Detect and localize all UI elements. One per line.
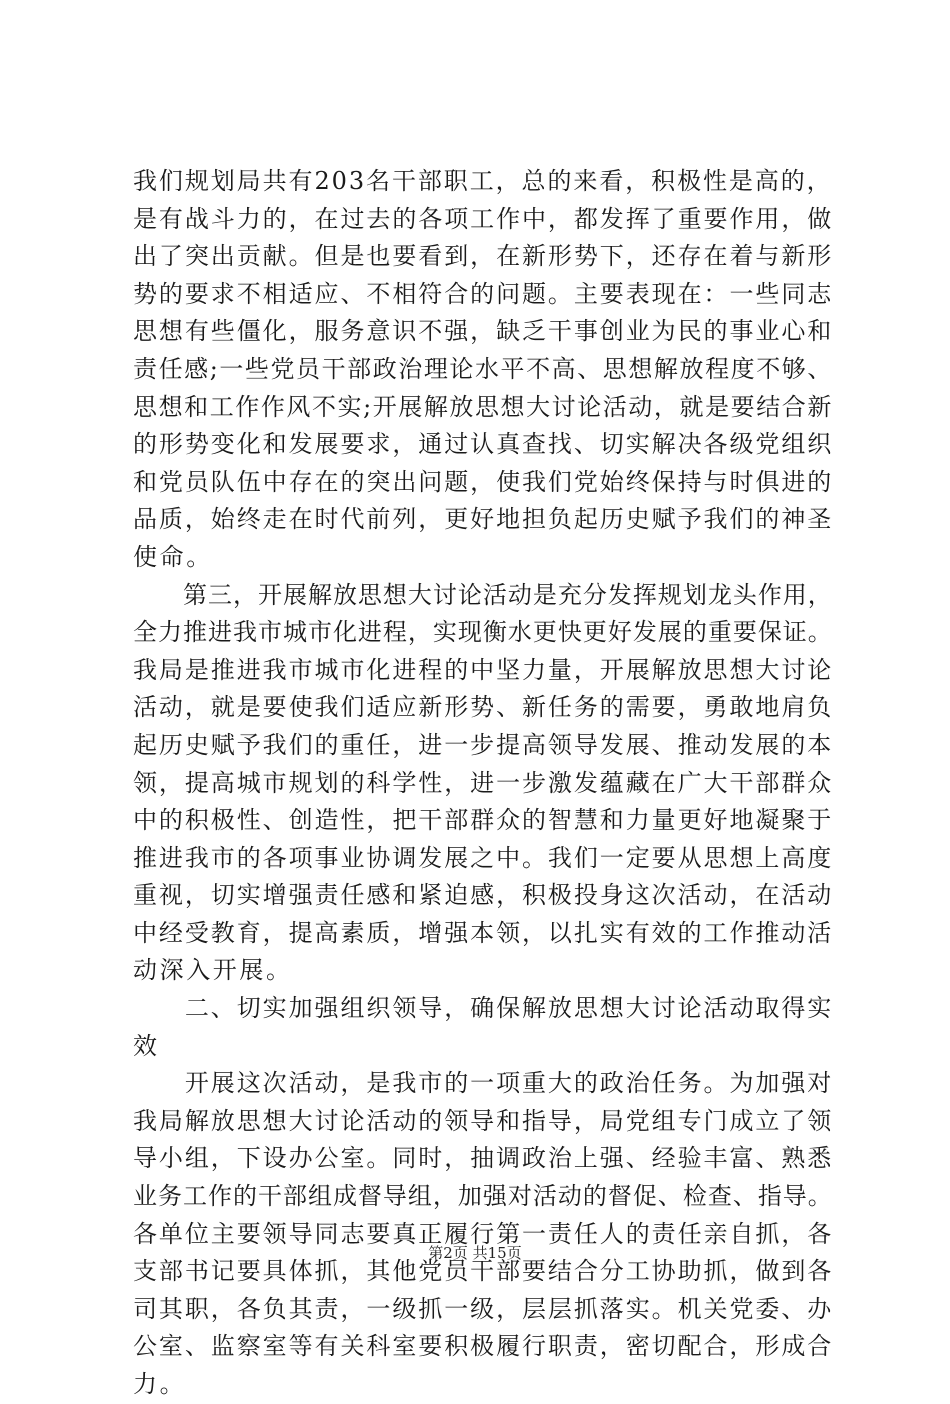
text-line: 推进我市的各项事业协调发展之中。我们一定要从思想上高度 xyxy=(133,843,834,872)
text-line: 我局解放思想大讨论活动的领导和指导，局党组专门成立了领 xyxy=(133,1106,834,1135)
text-line: 效 xyxy=(133,1031,160,1060)
text-line: 导小组，下设办公室。同时，抽调政治上强、经验丰富、熟悉 xyxy=(133,1144,834,1173)
text-line: 思想和工作作风不实;开展解放思想大讨论活动，就是要结合新 xyxy=(133,392,833,421)
text-line: 我们规划局共有203名干部职工，总的来看，积极性是高的， xyxy=(133,167,833,195)
text-line: 业务工作的干部组成督导组，加强对活动的督促、检查、指导。 xyxy=(133,1182,833,1211)
text-line: 思想有些僵化，服务意识不强，缺乏干事创业为民的事业心和 xyxy=(133,317,834,346)
text-line: 重视，切实增强责任感和紧迫感，积极投身这次活动，在活动 xyxy=(133,881,834,910)
document-body xyxy=(133,163,833,1404)
text-line: 是有战斗力的，在过去的各项工作中，都发挥了重要作用，做 xyxy=(133,204,834,233)
text-line: 中经受教育，提高素质，增强本领，以扎实有效的工作推动活 xyxy=(133,918,834,947)
text-line: 起历史赋予我们的重任，进一步提高领导发展、推动发展的本 xyxy=(133,730,834,759)
text-line: 各单位主要领导同志要真正履行第一责任人的责任亲自抓，各 xyxy=(133,1219,834,1248)
text-line: 品质，始终走在时代前列，更好地担负起历史赋予我们的神圣 xyxy=(133,505,834,534)
text-line: 的形势变化和发展要求，通过认真查找、切实解决各级党组织 xyxy=(133,430,834,459)
text-line: 使命。 xyxy=(133,542,213,571)
text-line: 开展这次活动，是我市的一项重大的政治任务。为加强对 xyxy=(133,1069,834,1098)
page-number-footer: 第2页 共15页 xyxy=(428,1244,522,1262)
text-line: 我局是推进我市城市化进程的中坚力量，开展解放思想大讨论 xyxy=(133,655,834,684)
text-line: 支部书记要具体抓，其他党员干部要结合分工协助抓，做到各 xyxy=(133,1257,834,1286)
text-line: 出了突出贡献。但是也要看到，在新形势下，还存在着与新形 xyxy=(133,242,834,271)
text-line: 活动，就是要使我们适应新形势、新任务的需要，勇敢地肩负 xyxy=(133,693,834,722)
text-line: 全力推进我市城市化进程，实现衡水更快更好发展的重要保证。 xyxy=(133,618,833,647)
text-line: 力。 xyxy=(133,1370,187,1398)
text-line: 第三，开展解放思想大讨论活动是充分发挥规划龙头作用， xyxy=(133,580,833,609)
text-line: 公室、监察室等有关科室要积极履行职责，密切配合，形成合 xyxy=(133,1332,834,1361)
text-line: 责任感;一些党员干部政治理论水平不高、思想解放程度不够、 xyxy=(133,354,833,383)
text-line: 领，提高城市规划的科学性，进一步激发蕴藏在广大干部群众 xyxy=(133,768,834,797)
text-line: 和党员队伍中存在的突出问题，使我们党始终保持与时俱进的 xyxy=(133,467,834,496)
text-line: 动深入开展。 xyxy=(133,956,293,985)
text-line: 司其职，各负其责，一级抓一级，层层抓落实。机关党委、办 xyxy=(133,1294,834,1323)
text-line: 势的要求不相适应、不相符合的问题。主要表现在：一些同志 xyxy=(133,279,834,308)
text-line: 二、切实加强组织领导，确保解放思想大讨论活动取得实 xyxy=(133,994,834,1023)
text-line: 中的积极性、创造性，把干部群众的智慧和力量更好地凝聚于 xyxy=(133,806,834,835)
